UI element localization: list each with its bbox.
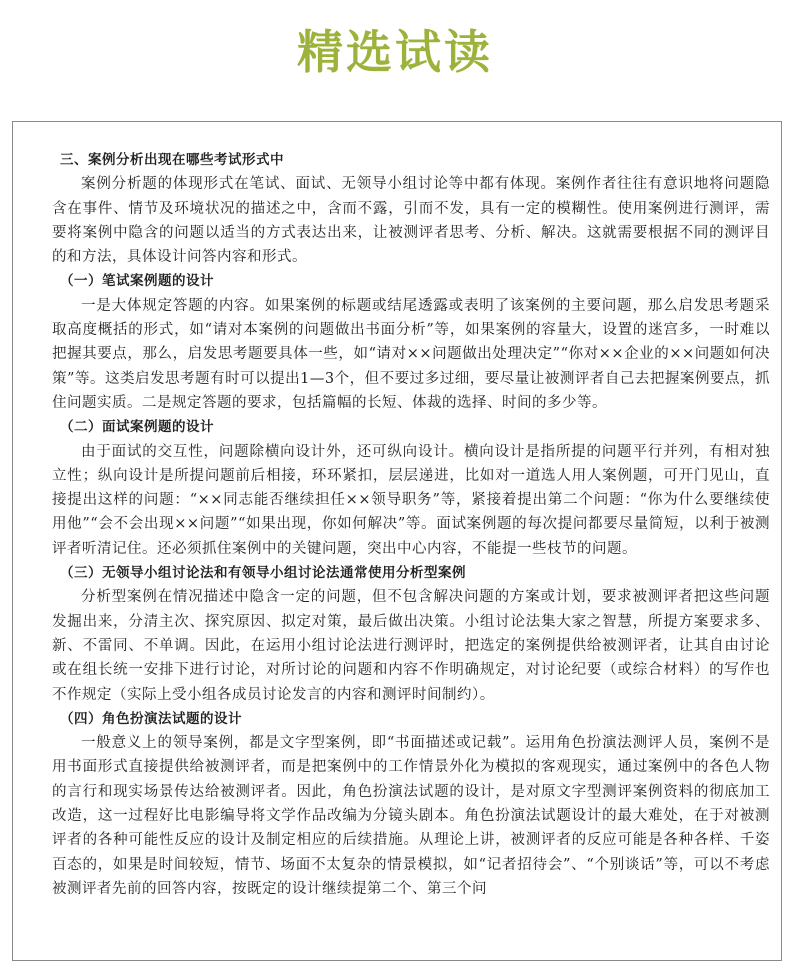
subsection-heading-interview: （二）面试案例题的设计 xyxy=(60,419,214,436)
page-title: 精选试读 xyxy=(297,25,493,79)
subsection-heading-role-play: （四）角色扮演法试题的设计 xyxy=(60,710,242,727)
subsection-heading-written: （一）笔试案例题的设计 xyxy=(60,273,214,290)
subsection-body-interview: 由于面试的交互性，问题除横向设计外，还可纵向设计。横向设计是指所提的问题平行并列，有相对独立性；纵向设计是所提问题前后相接，环环紧扣，层层递进，比如对一道选人用人案例题，可开门见山，直接提出这样的问题：“××同志能否继续担任××领导职务”等，紧接着提出第二个问题：“你为什么要继续使用他”“会不会出现××问题”“如果出现，你如何解决”等。面试案例题的每次提问都要尽量简短，以利于被测评者听清记住。还必须抓住案例中的关键问题，突出中心内容，不能提一些枝节的问题。 xyxy=(52,443,770,557)
subsection-body-written: 一是大体规定答题的内容。如果案例的标题或结尾透露或表明了该案例的主要问题，那么启发思考题采取高度概括的形式，如“请对本案例的问题做出书面分析”等，如果案例的容量大，设置的迷宫多，一时难以把握其要点，那么，启发思考题要具体一些，如“请对××问题做出处理决定”“你对××企业的××问题如何决策”等。这类启发思考题有时可以提出1—3个，但不要过多过细，要尽量让被测评者自己去把握案例要点，抓住问题实质。二是规定答题的要求，包括篇幅的长短、体裁的选择、时间的多少等。 xyxy=(52,297,770,411)
section-intro-paragraph: 案例分析题的体现形式在笔试、面试、无领导小组讨论等中都有体现。案例作者往往有意识地将问题隐含在事件、情节及环境状况的描述之中，含而不露，引而不发，具有一定的模糊性。使用案例进行测评，需要将案例中隐含的问题以适当的方式表达出来，让被测评者思考、分析、解决。这就需要根据不同的测评目的和方法，具体设计问答内容和形式。 xyxy=(52,176,770,266)
section-heading: 三、案例分析出现在哪些考试形式中 xyxy=(60,152,284,168)
article-body xyxy=(52,148,770,901)
subsection-body-role-play: 一般意义上的领导案例，都是文字型案例，即“书面描述或记载”。运用角色扮演法测评人员，案例不是用书面形式直接提供给被测评者，而是把案例中的工作情景外化为模拟的客观现实，通过案例中的各色人物的言行和现实场景传达给被测评者。因此，角色扮演法试题的设计，是对原文字型测评案例资料的彻底加工改造，这一过程好比电影编导将文学作品改编为分镜头剧本。角色扮演法试题设计的最大难处，在于对被测评者的各种可能性反应的设计及制定相应的后续措施。从理论上讲，被测评者的反应可能是各种各样、千姿百态的，如果是时间较短，情节、场面不太复杂的情景模拟，如“记者招待会”、“个别谈话”等，可以不考虑被测评者先前的回答内容，按既定的设计继续提第二个、第三个问 xyxy=(52,735,770,897)
subsection-heading-group-discussion: （三）无领导小组讨论法和有领导小组讨论法通常使用分析型案例 xyxy=(60,565,466,582)
subsection-body-group-discussion: 分析型案例在情况描述中隐含一定的问题，但不包含解决问题的方案或计划，要求被测评者把这些问题发掘出来，分清主次、探究原因、拟定对策，最后做出决策。小组讨论法集大家之智慧，所提方案要求多、新、不雷同、不单调。因此，在运用小组讨论法进行测评时，把选定的案例提供给被测评者，让其自由讨论或在组长统一安排下进行讨论，对所讨论的问题和内容不作明确规定，对讨论纪要（或综合材料）的写作也不作规定（实际上受小组各成员讨论发言的内容和测评时间制约）。 xyxy=(52,589,770,703)
